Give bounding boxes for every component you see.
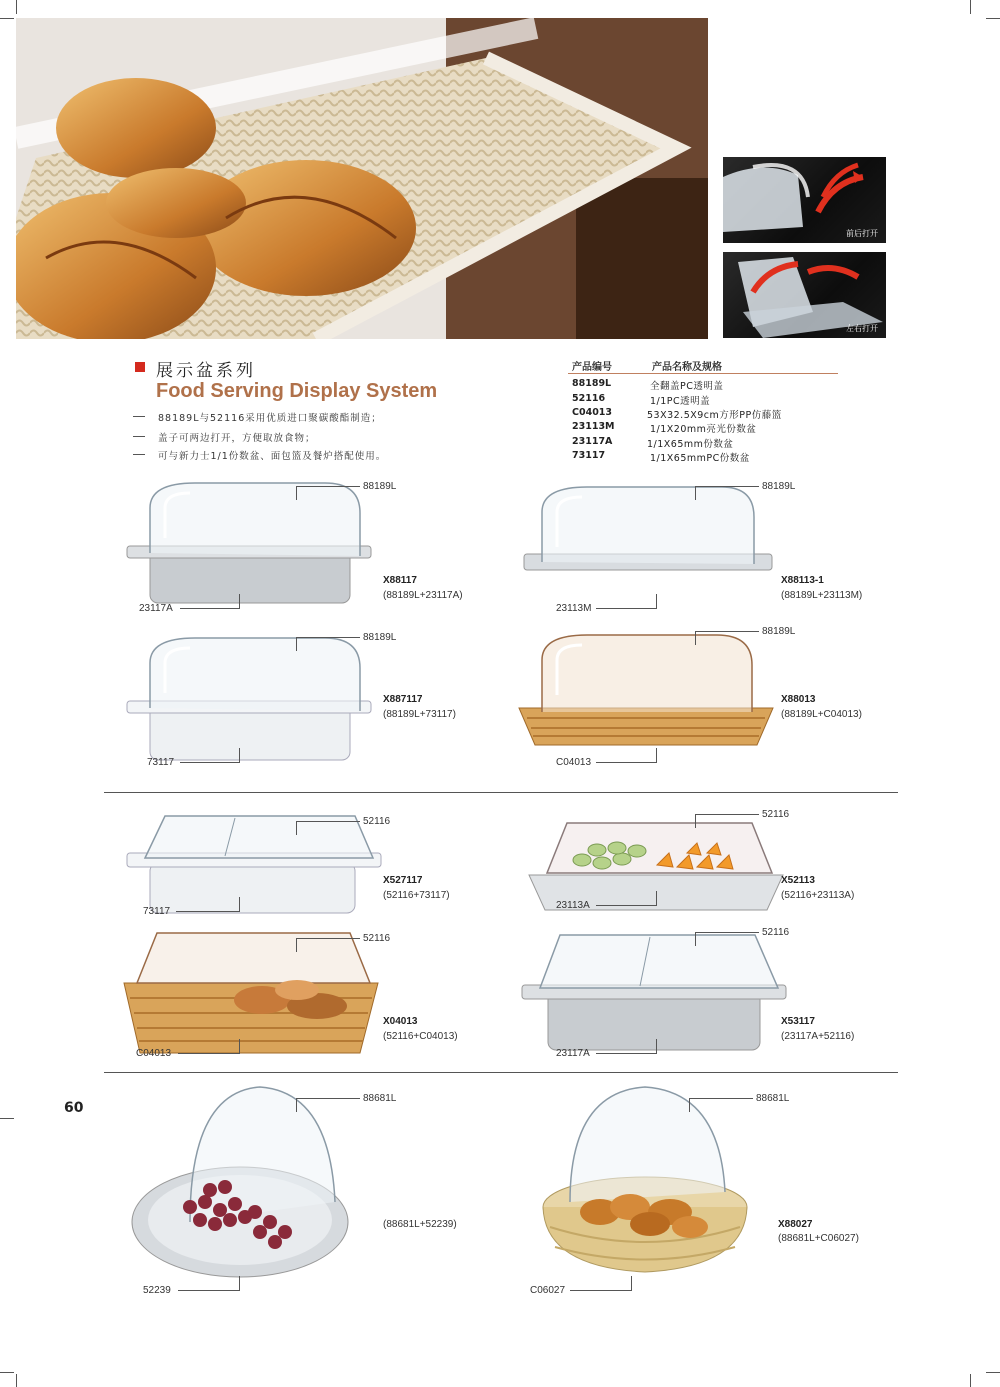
page-number: 60 — [64, 1100, 84, 1116]
component-label-top: 88189L — [363, 481, 397, 492]
set-combo: (88189L+C04013) — [781, 709, 862, 720]
spec-name: 1/1PC透明盖 — [650, 396, 711, 407]
crop-mark — [16, 1374, 17, 1387]
product-image-dome-pc-pan — [125, 633, 375, 768]
lid-left-right-thumbnail — [723, 252, 886, 338]
component-label-bottom: 23113A — [556, 900, 590, 911]
leader-line — [178, 1290, 240, 1291]
lid-front-back-thumbnail — [723, 157, 886, 243]
component-label-bottom: 23117A — [556, 1048, 590, 1059]
leader-line — [596, 1053, 657, 1054]
thumb-caption: 左右打开 — [846, 324, 878, 333]
product-image-round-dome-grape-platter — [130, 1082, 380, 1282]
component-label-top: 88681L — [363, 1093, 397, 1104]
leader-line — [296, 637, 360, 638]
spec-code: C04013 — [572, 407, 613, 418]
feature-bullet: 可与新力士1/1份数盆、面包篮及餐炉搭配使用。 — [158, 451, 387, 462]
leader-line — [596, 905, 657, 906]
feature-bullet: 盖子可两边打开，方便取放食物； — [158, 433, 316, 444]
leader-line — [296, 821, 360, 822]
product-image-flat-lid-wicker-bread — [122, 928, 380, 1056]
set-combo: (88189L+73117) — [383, 709, 456, 720]
set-combo: (88681L+C06027) — [778, 1233, 859, 1244]
component-label-top: 88189L — [762, 626, 796, 637]
leader-line — [296, 637, 297, 651]
page-title-en: Food Serving Display System — [156, 380, 438, 402]
leader-line — [695, 932, 696, 946]
product-image-flat-lid-steel-pan — [520, 930, 788, 1055]
spec-name: 1/1X20mm亮光份数盆 — [650, 424, 757, 435]
leader-line — [239, 897, 240, 912]
leader-line — [689, 1098, 690, 1112]
set-combo: (52116+C04013) — [383, 1031, 458, 1042]
section-divider — [104, 792, 898, 793]
leader-line — [695, 486, 759, 487]
product-image-dome-wicker-basket — [517, 630, 775, 750]
component-label-bottom: 73117 — [147, 757, 175, 768]
crop-mark — [986, 1372, 1000, 1373]
spec-code: 23113M — [572, 421, 615, 432]
set-combo: (52116+23113A) — [781, 890, 855, 901]
product-image-flat-lid-pc-pan — [125, 808, 383, 920]
leader-line — [695, 814, 759, 815]
product-image-dome-flat-tray — [522, 482, 774, 607]
component-label-top: 52116 — [363, 933, 391, 944]
leader-line — [180, 608, 240, 609]
component-label-bottom: 23117A — [139, 603, 173, 614]
set-code: X527117 — [383, 875, 423, 886]
bullet-dash — [133, 454, 145, 455]
title-bullet-square — [135, 362, 145, 372]
component-label-top: 52116 — [363, 816, 391, 827]
leader-line — [695, 932, 759, 933]
leader-line — [695, 631, 696, 645]
leader-line — [695, 631, 759, 632]
spec-name: 全翻盖PC透明盖 — [650, 381, 724, 392]
hero-photo — [16, 18, 708, 339]
croissant-basket-illustration — [16, 18, 708, 339]
component-label-top: 88681L — [756, 1093, 790, 1104]
leader-line — [296, 1098, 360, 1099]
leader-line — [695, 814, 696, 828]
leader-line — [656, 1039, 657, 1054]
spec-code: 52116 — [572, 393, 606, 404]
set-combo: (88189L+23117A) — [383, 590, 463, 601]
set-combo: (52116+73117) — [383, 890, 450, 901]
component-label-bottom: C04013 — [556, 757, 592, 768]
leader-line — [695, 486, 696, 500]
leader-line — [239, 748, 240, 763]
component-label-bottom: C06027 — [530, 1285, 566, 1296]
leader-line — [239, 1276, 240, 1291]
leader-line — [239, 594, 240, 609]
leader-line — [296, 486, 297, 500]
set-code: X04013 — [383, 1016, 418, 1027]
leader-line — [178, 1053, 240, 1054]
component-label-bottom: 73117 — [143, 906, 171, 917]
set-code: X52113 — [781, 875, 815, 886]
spec-name: 1/1X65mmPC份数盆 — [650, 453, 750, 464]
component-label-bottom: C04013 — [136, 1048, 172, 1059]
leader-line — [296, 938, 360, 939]
spec-header-code: 产品编号 — [572, 362, 612, 373]
leader-line — [689, 1098, 753, 1099]
leader-line — [596, 762, 657, 763]
spec-code: 73117 — [572, 450, 606, 461]
set-combo: (88681L+52239) — [383, 1219, 457, 1230]
set-code: X88027 — [778, 1219, 813, 1230]
leader-line — [296, 821, 297, 835]
leader-line — [631, 1276, 632, 1291]
spec-header-rule — [568, 373, 838, 374]
crop-mark — [16, 0, 17, 14]
leader-line — [239, 1039, 240, 1054]
crop-mark — [0, 18, 14, 19]
product-image-dome-steel-pan — [125, 478, 375, 613]
leader-line — [176, 911, 240, 912]
leader-line — [656, 891, 657, 906]
page-title-cn: 展示盆系列 — [156, 361, 256, 381]
component-label-top: 88189L — [363, 632, 397, 643]
leader-line — [180, 762, 240, 763]
crop-mark — [0, 1372, 14, 1373]
section-divider — [104, 1072, 898, 1073]
leader-line — [296, 486, 360, 487]
leader-line — [296, 1098, 297, 1112]
spec-header-name: 产品名称及规格 — [652, 362, 722, 373]
feature-bullet: 88189L与52116采用优质进口聚碳酸酯制造； — [158, 413, 382, 424]
crop-mark — [970, 1374, 971, 1387]
component-label-bottom: 23113M — [556, 603, 592, 614]
set-code: X887117 — [383, 694, 423, 705]
bullet-dash — [133, 416, 145, 417]
set-combo: (23117A+52116) — [781, 1031, 855, 1042]
leader-line — [656, 748, 657, 763]
set-code: X88013 — [781, 694, 816, 705]
component-label-top: 52116 — [762, 927, 790, 938]
product-image-round-dome-wicker-bread — [540, 1082, 755, 1277]
spec-code: 88189L — [572, 378, 612, 389]
component-label-bottom: 52239 — [143, 1285, 171, 1296]
crop-mark — [0, 1118, 14, 1119]
bullet-dash — [133, 436, 145, 437]
spec-name: 53X32.5X9cm方形PP仿藤篮 — [647, 410, 782, 421]
set-code: X53117 — [781, 1016, 815, 1027]
component-label-top: 88189L — [762, 481, 796, 492]
leader-line — [656, 594, 657, 609]
set-code: X88117 — [383, 575, 417, 586]
thumb-caption: 前后打开 — [846, 229, 878, 238]
leader-line — [596, 608, 657, 609]
leader-line — [296, 938, 297, 952]
leader-line — [570, 1290, 632, 1291]
crop-mark — [970, 0, 971, 14]
set-combo: (88189L+23113M) — [781, 590, 863, 601]
component-label-top: 52116 — [762, 809, 790, 820]
spec-name: 1/1X65mm份数盆 — [647, 439, 734, 450]
set-code: X88113-1 — [781, 575, 824, 586]
spec-code: 23117A — [572, 436, 613, 447]
crop-mark — [986, 18, 1000, 19]
